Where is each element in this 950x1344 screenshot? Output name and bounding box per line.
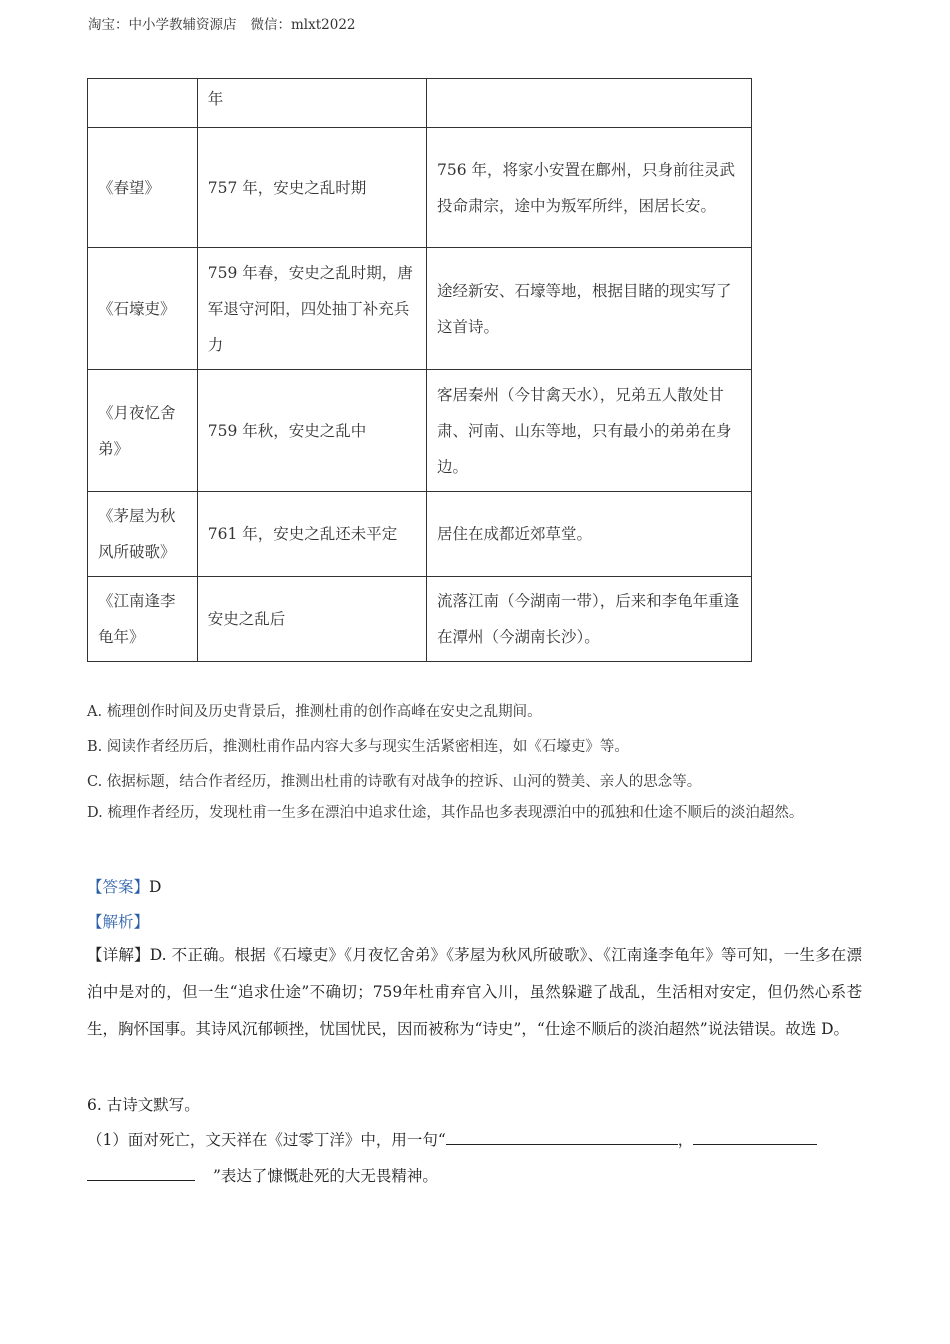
- option-a: A. 梳理创作时间及历史背景后，推测杜甫的创作高峰在安史之乱期间。: [87, 704, 542, 720]
- table-cell-time: 年: [197, 79, 426, 128]
- table-row: [88, 492, 752, 577]
- table-cell-experience: 客居秦州（今甘禽天水），兄弟五人散处甘肃、河南、山东等地，只有最小的弟弟在身边。: [427, 370, 752, 492]
- shop-name: 淘宝：中小学教辅资源店: [88, 17, 237, 33]
- table-cell-experience: [427, 79, 752, 128]
- table-cell-work: 《茅屋为秋风所破歌》: [88, 492, 198, 577]
- table-row: [88, 248, 752, 370]
- q1-comma: ，: [677, 1131, 694, 1149]
- answer-blank-1[interactable]: [446, 1130, 678, 1145]
- answer-line: [87, 875, 161, 897]
- table-cell-work: 《江南逢李龟年》: [88, 577, 198, 662]
- table-cell-work: [88, 79, 198, 128]
- table-row: [88, 370, 752, 492]
- question-6-title: 6. 古诗文默写。: [87, 1096, 200, 1114]
- answer-blank-2b[interactable]: [87, 1166, 195, 1181]
- answer-value: D: [149, 878, 162, 896]
- table-cell-time: 757 年，安史之乱时期: [197, 128, 426, 248]
- question-6-item-1-cont: [87, 1164, 438, 1186]
- table-cell-experience: 居住在成都近郊草堂。: [427, 492, 752, 577]
- q1-suffix: ”表达了慷慨赴死的大无畏精神。: [213, 1167, 438, 1185]
- table-row: [88, 577, 752, 662]
- detail-paragraph: [87, 937, 862, 1048]
- table-cell-time: 761 年，安史之乱还未平定: [197, 492, 426, 577]
- table-cell-work: 《月夜忆舍弟》: [88, 370, 198, 492]
- table-cell-experience: 流落江南（今湖南一带），后来和李龟年重逢在潭州（今湖南长沙）。: [427, 577, 752, 662]
- question-6-item-1: [87, 1128, 817, 1150]
- table-cell-time: 安史之乱后: [197, 577, 426, 662]
- detail-label: 【详解】: [87, 946, 150, 964]
- table-row: [88, 79, 752, 128]
- page-header: [88, 13, 356, 33]
- detail-text: D. 不正确。根据《石壕吏》《月夜忆舍弟》《茅屋为秋风所破歌》、《江南逢李龟年》等可知，一生多在漂泊中是对的，但一生“追求仕途”不确切；759年杜甫弃官入川，虽然躲避了战乱，生活相对安定，但仍然心系苍生，胸怀国事。其诗风沉郁顿挫，忧国忧民，因而被称为“诗史”，“仕途不顺后的淡泊超然”说法错误。故选 D。: [87, 946, 862, 1038]
- table-cell-work: 《春望》: [88, 128, 198, 248]
- table-cell-work: 《石壕吏》: [88, 248, 198, 370]
- table-cell-experience: 756 年，将家小安置在鄜州，只身前往灵武投命肃宗，途中为叛军所绊，困居长安。: [427, 128, 752, 248]
- du-fu-works-table: [87, 78, 752, 662]
- option-d: D. 梳理作者经历，发现杜甫一生多在漂泊中追求仕途，其作品也多表现漂泊中的孤独和仕途不顺后的淡泊超然。: [87, 805, 804, 821]
- option-c: C. 依据标题，结合作者经历，推测出杜甫的诗歌有对战争的控诉、山河的赞美、亲人的思念等。: [87, 774, 702, 790]
- table-row: [88, 128, 752, 248]
- table-cell-time: 759 年秋，安史之乱中: [197, 370, 426, 492]
- analysis-line: [87, 910, 149, 932]
- table-cell-time: 759 年春，安史之乱时期，唐军退守河阳，四处抽丁补充兵力: [197, 248, 426, 370]
- table-cell-experience: 途经新安、石壕等地，根据目睹的现实写了这首诗。: [427, 248, 752, 370]
- q1-prefix: （1）面对死亡，文天祥在《过零丁洋》中，用一句“: [87, 1131, 446, 1149]
- analysis-label: 【解析】: [87, 913, 150, 931]
- option-b: B. 阅读作者经历后，推测杜甫作品内容大多与现实生活紧密相连，如《石壕吏》等。: [87, 739, 629, 755]
- answer-label: 【答案】: [87, 878, 150, 896]
- wechat-id: 微信：mlxt2022: [250, 17, 356, 33]
- answer-blank-2a[interactable]: [693, 1130, 817, 1145]
